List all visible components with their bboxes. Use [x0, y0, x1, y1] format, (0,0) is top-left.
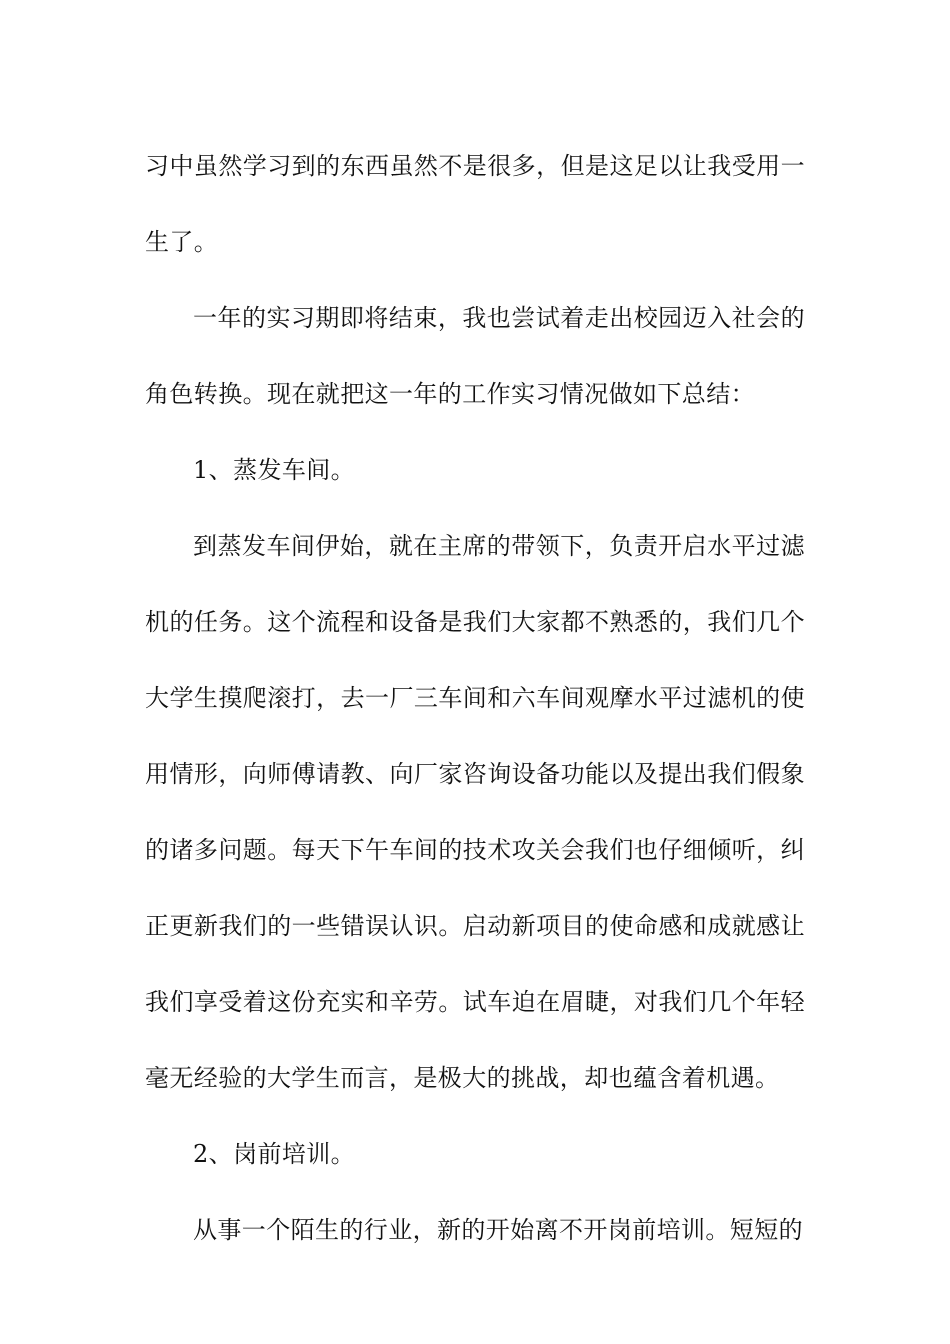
paragraph-internship-ending: 一年的实习期即将结束，我也尝试着走出校园迈入社会的角色转换。现在就把这一年的工作实习情况做如下总结： [145, 304, 805, 408]
paragraph-continuation: 习中虽然学习到的东西虽然不是很多，但是这足以让我受用一生了。 [145, 152, 805, 256]
section-heading-pre-job-training: 2、岗前培训。 [193, 1140, 356, 1168]
paragraph-evaporation-workshop: 到蒸发车间伊始，就在主席的带领下，负责开启水平过滤机的任务。这个流程和设备是我们大家都不熟悉的，我们几个大学生摸爬滚打，去一厂三车间和六车间观摩水平过滤机的使用情形，向师傅请教、向厂家咨询设备功能以及提出我们假象的诸多问题。每天下午车间的技术攻关会我们也仔细倾听，纠正更新我们的一些错误认识。启动新项目的使命感和成就感让我们享受着这份充实和辛劳。试车迫在眉睫，对我们几个年轻毫无经验的大学生而言，是极大的挑战，却也蕴含着机遇。 [145, 532, 805, 1092]
document-body [145, 128, 805, 1268]
section-heading-evaporation-workshop: 1、蒸发车间。 [193, 456, 356, 484]
paragraph-pre-job-training: 从事一个陌生的行业，新的开始离不开岗前培训。短短的 [193, 1216, 803, 1244]
